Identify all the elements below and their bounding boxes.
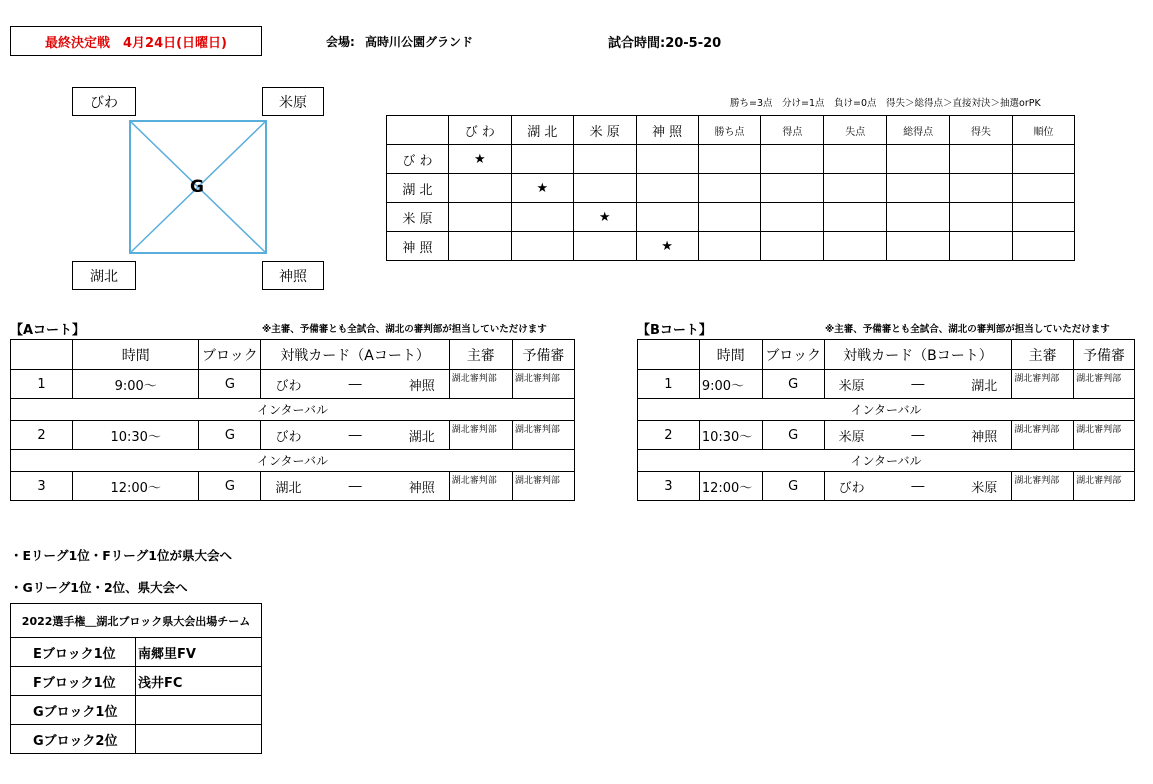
result-cell <box>636 174 698 203</box>
match-no: 2 <box>638 421 700 450</box>
versus-dash: ― <box>911 376 925 392</box>
match-row <box>11 370 575 399</box>
match-time: 10:30～ <box>699 421 762 450</box>
main-ref: 湖北審判部 <box>1012 421 1074 450</box>
no-header <box>638 340 700 370</box>
venue-label: 会場: <box>326 35 355 49</box>
sub-ref: 湖北審判部 <box>512 421 574 450</box>
match-block: G <box>762 370 824 399</box>
sub-ref: 湖北審判部 <box>1074 472 1135 501</box>
home-team: 米原 <box>838 429 865 445</box>
match-no: 3 <box>638 472 700 501</box>
interval-row <box>11 450 575 472</box>
team-name: 湖 北 <box>387 174 449 203</box>
stat-cell <box>761 232 824 261</box>
stat-cell <box>698 174 761 203</box>
team-name: 神 照 <box>387 232 449 261</box>
self-mark: ★ <box>636 232 698 261</box>
stat-cell <box>824 174 887 203</box>
result-cell <box>573 232 636 261</box>
match-no: 1 <box>638 370 700 399</box>
qualifier-row <box>11 725 262 754</box>
team-label: 米原 <box>279 94 307 111</box>
time-header: 時間 <box>699 340 762 370</box>
stat-cell <box>698 232 761 261</box>
interval-row <box>638 399 1135 421</box>
header-cell: 米 原 <box>573 116 636 145</box>
interval-row <box>11 399 575 421</box>
home-team: びわ <box>275 378 302 394</box>
result-cell <box>636 145 698 174</box>
versus-dash: ― <box>348 376 362 392</box>
qualifier-team <box>136 725 262 754</box>
match-row <box>638 472 1135 501</box>
header-cell: 湖 北 <box>511 116 573 145</box>
sub-ref: 湖北審判部 <box>1074 370 1135 399</box>
result-cell <box>573 174 636 203</box>
qualifier-team: 南郷里FV <box>136 638 262 667</box>
qualifier-label: Gブロック2位 <box>11 725 136 754</box>
match-time: 12:00～ <box>73 472 199 501</box>
away-team: 神照 <box>408 378 435 394</box>
interval-label: インターバル <box>638 399 1135 421</box>
qualifier-row <box>11 638 262 667</box>
main-ref: 湖北審判部 <box>1012 472 1074 501</box>
stat-cell <box>1012 203 1074 232</box>
interval-label: インターバル <box>11 450 575 472</box>
result-cell <box>511 203 573 232</box>
qualification-note-1: ・Eリーグ1位・Fリーグ1位が県大会へ <box>10 548 232 563</box>
interval-row <box>638 450 1135 472</box>
header-cell: 総得点 <box>887 116 950 145</box>
team-label: 神照 <box>279 268 307 285</box>
home-team: 湖北 <box>275 480 302 496</box>
stat-cell <box>887 203 950 232</box>
sub-ref: 湖北審判部 <box>512 472 574 501</box>
match-row <box>638 421 1135 450</box>
qualifier-row <box>11 696 262 725</box>
match-block: G <box>762 421 824 450</box>
team-name: 米 原 <box>387 203 449 232</box>
sub-ref: 湖北審判部 <box>512 370 574 399</box>
away-team: 湖北 <box>971 378 998 394</box>
stat-cell <box>1012 145 1074 174</box>
match-card <box>261 370 449 399</box>
match-card <box>261 472 449 501</box>
diagram-center-label: G <box>190 177 204 197</box>
qualifier-team: 浅井FC <box>136 667 262 696</box>
result-cell <box>448 174 511 203</box>
stat-cell <box>761 145 824 174</box>
title-box <box>10 26 262 56</box>
result-cell <box>636 203 698 232</box>
diagram-team-bottom-right <box>262 261 324 290</box>
match-no: 2 <box>11 421 73 450</box>
standings-row <box>387 145 1075 174</box>
match-time: 9:00～ <box>73 370 199 399</box>
court-a-note: ※主審、予備審とも全試合、湖北の審判部が担当していただけます <box>262 324 547 335</box>
stat-cell <box>887 174 950 203</box>
stat-cell <box>698 203 761 232</box>
match-row <box>11 472 575 501</box>
standings-header-row <box>387 116 1075 145</box>
court-b-schedule <box>637 339 1135 501</box>
stat-cell <box>698 145 761 174</box>
home-team: びわ <box>838 480 865 496</box>
away-team: 米原 <box>971 480 998 496</box>
qualifier-team <box>136 696 262 725</box>
team-name: び わ <box>387 145 449 174</box>
match-time: 9:00～ <box>699 370 762 399</box>
sub-ref: 湖北審判部 <box>1074 421 1135 450</box>
venue <box>326 33 473 50</box>
result-cell <box>511 232 573 261</box>
diagram-team-top-left <box>72 87 136 116</box>
match-time: 10:30～ <box>73 421 199 450</box>
qualifiers-table <box>10 603 262 754</box>
sub-ref-header: 予備審 <box>1074 340 1135 370</box>
stat-cell <box>761 174 824 203</box>
match-block: G <box>199 472 261 501</box>
schedule-header-row <box>638 340 1135 370</box>
stat-cell <box>761 203 824 232</box>
diagram-team-top-right <box>262 87 324 116</box>
match-card <box>824 421 1012 450</box>
match-block: G <box>199 421 261 450</box>
diagram-team-bottom-left <box>72 261 136 290</box>
result-cell <box>511 145 573 174</box>
stat-cell <box>887 145 950 174</box>
court-a-title: 【Aコート】 <box>10 323 86 338</box>
stat-cell <box>950 174 1013 203</box>
team-label: びわ <box>90 94 118 111</box>
standings-row <box>387 203 1075 232</box>
match-card <box>824 370 1012 399</box>
time-header: 時間 <box>73 340 199 370</box>
standings-row <box>387 174 1075 203</box>
standings-row <box>387 232 1075 261</box>
sub-ref-header: 予備審 <box>512 340 574 370</box>
match-row <box>638 370 1135 399</box>
match-row <box>11 421 575 450</box>
away-team: 神照 <box>971 429 998 445</box>
away-team: 神照 <box>408 480 435 496</box>
qualifier-label: Eブロック1位 <box>11 638 136 667</box>
header-cell: び わ <box>448 116 511 145</box>
qualifier-label: Gブロック1位 <box>11 696 136 725</box>
self-mark: ★ <box>511 174 573 203</box>
match-time: 試合時間:20-5-20 <box>608 36 722 51</box>
qualifiers-title: 2022選手権＿湖北ブロック県大会出場チーム <box>11 604 262 638</box>
match-no: 3 <box>11 472 73 501</box>
versus-dash: ― <box>348 427 362 443</box>
home-team: びわ <box>275 429 302 445</box>
block-header: ブロック <box>199 340 261 370</box>
no-header <box>11 340 73 370</box>
stat-cell <box>1012 174 1074 203</box>
header-cell: 順位 <box>1012 116 1074 145</box>
court-a-schedule <box>10 339 575 501</box>
interval-label: インターバル <box>11 399 575 421</box>
block-header: ブロック <box>762 340 824 370</box>
stat-cell <box>950 232 1013 261</box>
stat-cell <box>824 203 887 232</box>
qualifier-label: Fブロック1位 <box>11 667 136 696</box>
versus-dash: ― <box>348 478 362 494</box>
qualifiers-title-row <box>11 604 262 638</box>
stat-cell <box>950 145 1013 174</box>
main-ref: 湖北審判部 <box>1012 370 1074 399</box>
versus-dash: ― <box>911 478 925 494</box>
result-cell <box>448 203 511 232</box>
match-block: G <box>762 472 824 501</box>
main-ref: 湖北審判部 <box>449 472 512 501</box>
qualifier-row <box>11 667 262 696</box>
venue-name: 高時川公園グランド <box>365 35 474 49</box>
qualification-note-2: ・Gリーグ1位・2位、県大会へ <box>10 580 188 595</box>
match-block: G <box>199 370 261 399</box>
away-team: 湖北 <box>408 429 435 445</box>
match-card <box>824 472 1012 501</box>
match-card <box>261 421 449 450</box>
main-ref: 湖北審判部 <box>449 370 512 399</box>
court-b-note: ※主審、予備審とも全試合、湖北の審判部が担当していただけます <box>825 324 1110 335</box>
stat-cell <box>887 232 950 261</box>
main-ref-header: 主審 <box>449 340 512 370</box>
result-cell <box>573 145 636 174</box>
interval-label: インターバル <box>638 450 1135 472</box>
header-cell <box>387 116 449 145</box>
match-time: 12:00～ <box>699 472 762 501</box>
header-cell: 得失 <box>950 116 1013 145</box>
schedule-header-row <box>11 340 575 370</box>
stat-cell <box>950 203 1013 232</box>
header-cell: 神 照 <box>636 116 698 145</box>
home-team: 米原 <box>838 378 865 394</box>
versus-dash: ― <box>911 427 925 443</box>
stat-cell <box>824 145 887 174</box>
card-header: 対戦カード（Bコート） <box>824 340 1012 370</box>
header-cell: 失点 <box>824 116 887 145</box>
main-ref-header: 主審 <box>1012 340 1074 370</box>
self-mark: ★ <box>573 203 636 232</box>
self-mark: ★ <box>448 145 511 174</box>
card-header: 対戦カード（Aコート） <box>261 340 449 370</box>
rules-note: 勝ち=3点 分け=1点 負け=0点 得失＞総得点＞直接対決＞抽選orPK <box>730 98 1041 109</box>
main-ref: 湖北審判部 <box>449 421 512 450</box>
stat-cell <box>824 232 887 261</box>
result-cell <box>448 232 511 261</box>
team-label: 湖北 <box>90 268 118 285</box>
court-b-title: 【Bコート】 <box>637 323 712 338</box>
stat-cell <box>1012 232 1074 261</box>
standings-table <box>386 115 1075 261</box>
match-no: 1 <box>11 370 73 399</box>
page-title: 最終決定戦 4月24日(日曜日) <box>44 35 228 51</box>
header-cell: 勝ち点 <box>698 116 761 145</box>
header-cell: 得点 <box>761 116 824 145</box>
